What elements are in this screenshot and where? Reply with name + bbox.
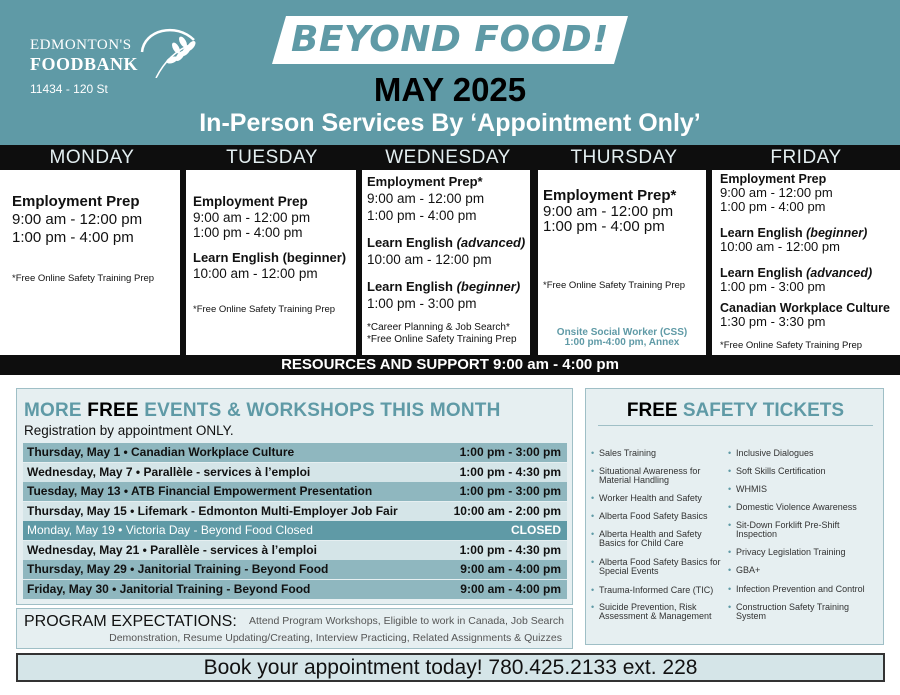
events-panel <box>16 388 573 605</box>
thursday-css-note1: Onsite Social Worker (CSS) <box>556 327 688 338</box>
safety-tickets-title: FREE SAFETY TICKETS <box>626 400 845 421</box>
friday-time5: 1:30 pm - 3:30 pm <box>720 314 826 329</box>
friday-time1: 9:00 am - 12:00 pm <box>720 185 833 200</box>
safety-item: • Infection Prevention and Control <box>736 585 884 594</box>
day-thursday: THURSDAY <box>570 147 678 168</box>
safety-item: • Construction Safety Training System <box>736 603 861 622</box>
safety-item: • Soft Skills Certification <box>736 467 881 476</box>
day-friday: FRIDAY <box>770 147 842 168</box>
wednesday-note1: *Career Planning & Job Search* <box>367 322 510 333</box>
month-title: MAY 2025 <box>373 71 527 108</box>
safety-item: • Alberta Food Safety Basics <box>599 512 724 521</box>
tuesday-title1: Employment Prep <box>193 194 308 209</box>
safety-item: • Inclusive Dialogues <box>736 449 881 458</box>
safety-item: • Trauma-Informed Care (TIC) <box>599 586 724 595</box>
event-row: Thursday, May 15 • Lifemark - Edmonton Multi-Employer Job Fair 10:00 am - 2:00 pm <box>23 502 567 521</box>
event-row: Thursday, May 29 • Janitorial Training - Beyond Food 9:00 am - 4:00 pm <box>23 560 567 579</box>
monday-time2: 1:00 pm - 4:00 pm <box>12 229 134 246</box>
safety-item: • Sit-Down Forklift Pre-Shift Inspection <box>736 521 861 540</box>
event-row: Wednesday, May 21 • Parallèle - services à l’emploi 1:00 pm - 4:30 pm <box>23 541 567 560</box>
thursday-css-note2: 1:00 pm-4:00 pm, Annex <box>564 337 680 348</box>
event-row: Wednesday, May 7 • Parallèle - services à l’emploi 1:00 pm - 4:30 pm <box>23 463 567 482</box>
wheat-icon <box>136 22 200 78</box>
resources-bar: RESOURCES AND SUPPORT 9:00 am - 4:00 pm <box>0 355 900 375</box>
thursday-title: Employment Prep* <box>543 187 677 204</box>
day-monday: MONDAY <box>49 147 135 168</box>
thursday-time1: 9:00 am - 12:00 pm <box>543 203 674 220</box>
events-subtitle: Registration by appointment ONLY. <box>24 423 234 438</box>
safety-item: • Sales Training <box>599 449 724 458</box>
event-row: Thursday, May 1 • Canadian Workplace Culture 1:00 pm - 3:00 pm <box>23 443 567 462</box>
wednesday-time1: 9:00 am - 12:00 pm <box>367 191 485 206</box>
monday-time1: 9:00 am - 12:00 pm <box>12 211 143 228</box>
book-appointment-bar: Book your appointment today! 780.425.2133 ext. 228 <box>16 653 885 682</box>
banner-title: BEYOND FOOD! <box>290 19 610 60</box>
safety-item: • Worker Health and Safety <box>599 494 724 503</box>
friday-time4: 1:00 pm - 3:00 pm <box>720 279 826 294</box>
safety-item: • Alberta Health and Safety Basics for Child Care <box>599 530 724 549</box>
schedule-thursday <box>538 170 706 355</box>
schedule-friday <box>712 170 900 355</box>
thursday-note: *Free Online Safety Training Prep <box>543 280 686 291</box>
safety-item: • GBA+ <box>736 566 881 575</box>
tuesday-time3: 10:00 am - 12:00 pm <box>193 266 318 281</box>
wednesday-time3: 10:00 am - 12:00 pm <box>367 252 492 267</box>
day-header-bar <box>0 145 900 170</box>
friday-time3: 10:00 am - 12:00 pm <box>720 239 840 254</box>
wednesday-time2: 1:00 pm - 4:00 pm <box>367 208 477 223</box>
schedule-tuesday <box>186 170 356 355</box>
wednesday-note2: *Free Online Safety Training Prep <box>367 334 517 345</box>
safety-item: • Situational Awareness for Material Handling <box>599 467 724 486</box>
friday-title2: Learn English (beginner) <box>720 226 868 240</box>
safety-item: • Privacy Legislation Training <box>736 548 881 557</box>
safety-tickets-panel <box>585 388 884 645</box>
schedule-monday <box>0 170 180 355</box>
safety-item: • WHMIS <box>736 485 881 494</box>
monday-note: *Free Online Safety Training Prep <box>12 273 155 284</box>
weekly-schedule <box>0 170 900 355</box>
subtitle: In-Person Services By ‘Appointment Only’ <box>199 109 701 137</box>
logo-line2: FOODBANK <box>30 54 139 74</box>
thursday-time2: 1:00 pm - 4:00 pm <box>543 218 665 235</box>
day-tuesday: TUESDAY <box>226 147 318 168</box>
program-expectations-label: PROGRAM EXPECTATIONS: <box>24 613 237 630</box>
friday-title3: Learn English (advanced) <box>720 266 873 280</box>
tuesday-time1: 9:00 am - 12:00 pm <box>193 210 311 225</box>
events-title: MORE FREE EVENTS & WORKSHOPS THIS MONTH <box>24 400 501 421</box>
address: 11434 - 120 St <box>30 82 108 96</box>
friday-title4: Canadian Workplace Culture <box>720 301 890 315</box>
safety-item: • Domestic Violence Awareness <box>736 503 881 512</box>
safety-item: • Alberta Food Safety Basics for Special Events <box>599 558 724 577</box>
friday-note: *Free Online Safety Training Prep <box>720 340 863 351</box>
program-expectations-line1: Attend Program Workshops, Eligible to work in Canada, Job Search <box>249 615 564 627</box>
schedule-wednesday <box>362 170 530 355</box>
header <box>0 0 900 145</box>
wednesday-title1: Employment Prep* <box>367 174 483 189</box>
event-row: Friday, May 30 • Janitorial Training - Beyond Food 9:00 am - 4:00 pm <box>23 580 567 599</box>
friday-time2: 1:00 pm - 4:00 pm <box>720 199 826 214</box>
friday-title1: Employment Prep <box>720 172 827 186</box>
tuesday-time2: 1:00 pm - 4:00 pm <box>193 225 303 240</box>
logo-line1: EDMONTON'S <box>30 37 132 53</box>
safety-item: • Suicide Prevention, Risk Assessment & Management <box>599 603 727 622</box>
program-expectations-line2: Demonstration, Resume Updating/Creating, Interview Practicing, Related Assignments & Quizzes <box>109 632 562 644</box>
divider <box>598 425 873 426</box>
event-row: Tuesday, May 13 • ATB Financial Empowerment Presentation 1:00 pm - 3:00 pm <box>23 482 567 501</box>
wednesday-title2: Learn English (advanced) <box>367 235 526 250</box>
tuesday-title2: Learn English (beginner) <box>193 250 347 265</box>
wednesday-title3: Learn English (beginner) <box>367 279 521 294</box>
wednesday-time4: 1:00 pm - 3:00 pm <box>367 296 477 311</box>
event-row-closed: Monday, May 19 • Victoria Day - Beyond Food Closed CLOSED <box>23 521 567 540</box>
day-wednesday: WEDNESDAY <box>385 147 511 168</box>
program-expectations <box>16 608 573 649</box>
tuesday-note: *Free Online Safety Training Prep <box>193 304 336 315</box>
monday-title: Employment Prep <box>12 193 140 210</box>
